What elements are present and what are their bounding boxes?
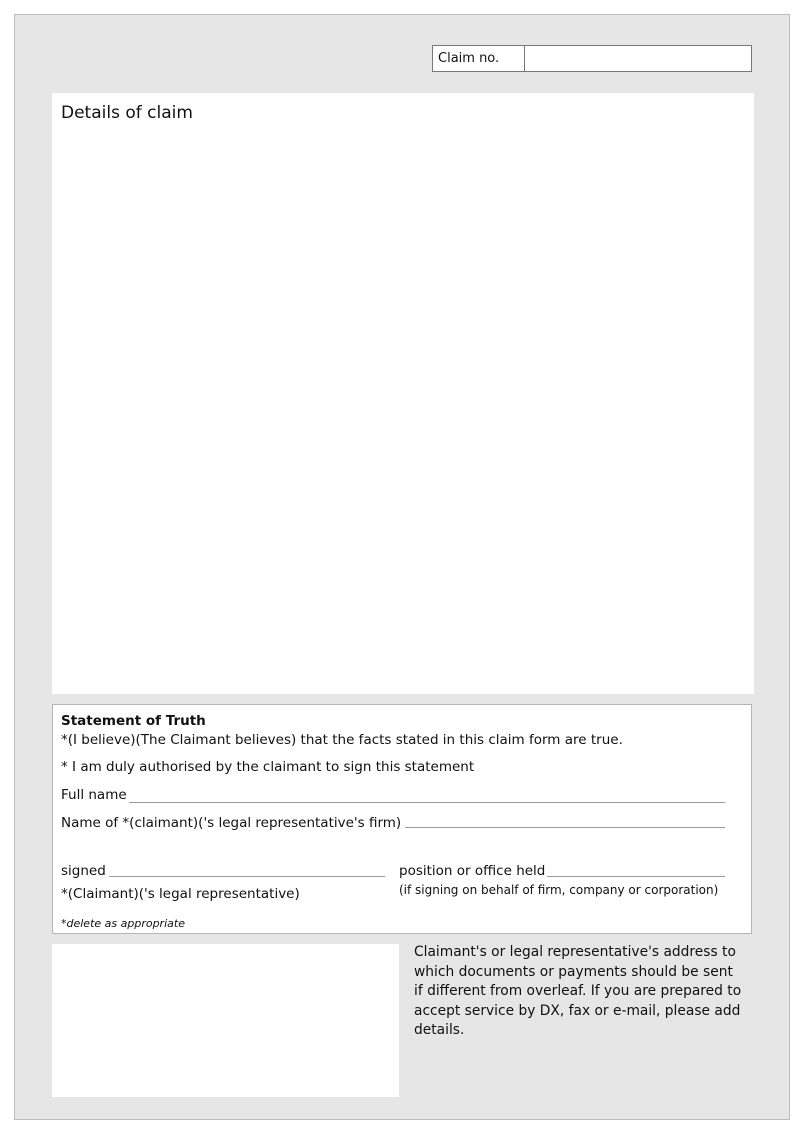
claim-number-field[interactable]: [525, 46, 751, 71]
signed-label: signed: [61, 863, 106, 879]
signature-line[interactable]: [109, 876, 385, 877]
statement-of-truth-section: [52, 704, 752, 934]
claim-number-box: [432, 45, 752, 72]
position-label: position or office held: [399, 863, 546, 879]
belief-statement: *(I believe)(The Claimant believes) that the facts stated in this claim form are true.: [61, 732, 623, 748]
firm-name-label: Name of *(claimant)('s legal representative's firm): [61, 815, 402, 831]
address-instructions: Claimant's or legal representative's address to which documents or payments should be sent if different from overleaf. If you are prepared to accept service by DX, fax or e-mail, please add details.: [414, 944, 742, 1038]
position-line[interactable]: [547, 876, 725, 877]
details-of-claim-box[interactable]: [52, 93, 754, 694]
address-box[interactable]: [52, 944, 399, 1097]
position-note: (if signing on behalf of firm, company or corporation): [399, 883, 719, 897]
delete-note: *delete as appropriate: [61, 917, 185, 930]
statement-of-truth-heading: Statement of Truth: [61, 713, 206, 729]
details-of-claim-title: Details of claim: [61, 103, 193, 123]
authorised-statement: * I am duly authorised by the claimant to sign this statement: [61, 759, 475, 775]
firm-name-line[interactable]: [405, 827, 725, 828]
signed-role-label: *(Claimant)('s legal representative): [61, 886, 300, 902]
full-name-label: Full name: [61, 787, 127, 803]
claim-number-label: Claim no.: [433, 46, 525, 71]
full-name-line[interactable]: [129, 802, 725, 803]
